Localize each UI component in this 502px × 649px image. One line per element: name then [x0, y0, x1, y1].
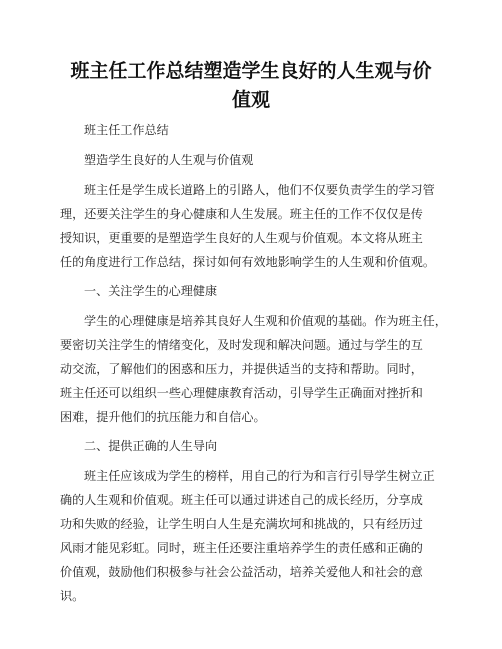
paragraph-1-line-3: 授知识，更重要的是塑造学生良好的人生观与价值观。本文将从班主: [60, 231, 423, 245]
paragraph-2-line-5: 困难，提升他们的抗压能力和自信心。: [60, 410, 266, 424]
subtitle-line-2: 塑造学生良好的人生观与价值观: [84, 153, 254, 167]
paragraph-3-line-6: 识。: [60, 589, 85, 603]
paragraph-2-line-3: 动交流，了解他们的困惑和压力，并提供适当的支持和帮助。同时，: [60, 362, 423, 376]
paragraph-2-line-1: 学生的心理健康是培养其良好人生观和价值观的基础。作为班主任，: [84, 314, 447, 328]
section-heading-2: 二、提供正确的人生导向: [84, 439, 218, 453]
paragraph-2-line-2: 要密切关注学生的情绪变化，及时发现和解决问题。通过与学生的互: [60, 338, 423, 352]
paragraph-3-line-1: 班主任应该成为学生的榜样，用自己的行为和言行引导学生树立正: [84, 469, 435, 483]
paragraph-2-line-4: 班主任还可以组织一些心理健康教育活动，引导学生正确面对挫折和: [60, 386, 423, 400]
paragraph-3-line-5: 价值观，鼓励他们积极参与社会公益活动，培养关爱他人和社会的意: [60, 565, 423, 579]
section-heading-1: 一、关注学生的心理健康: [84, 284, 218, 298]
document-title-line-1: 班主任工作总结塑造学生良好的人生观与价: [70, 60, 432, 82]
document-title-line-2: 值观: [231, 89, 270, 111]
subtitle-line-1: 班主任工作总结: [84, 123, 169, 137]
paragraph-3-line-3: 功和失败的经验，让学生明白人生是充满坎坷和挑战的，只有经历过: [60, 517, 423, 531]
paragraph-1-line-2: 理，还要关注学生的身心健康和人生发展。班主任的工作不仅仅是传: [60, 207, 423, 221]
paragraph-3-line-4: 风雨才能见彩虹。同时，班主任还要注重培养学生的责任感和正确的: [60, 541, 423, 555]
paragraph-3-line-2: 确的人生观和价值观。班主任可以通过讲述自己的成长经历，分享成: [60, 493, 423, 507]
paragraph-1-line-1: 班主任是学生成长道路上的引路人，他们不仅要负责学生的学习管: [84, 183, 435, 197]
paragraph-1-line-4: 任的角度进行工作总结，探讨如何有效地影响学生的人生观和价值观。: [60, 255, 435, 269]
